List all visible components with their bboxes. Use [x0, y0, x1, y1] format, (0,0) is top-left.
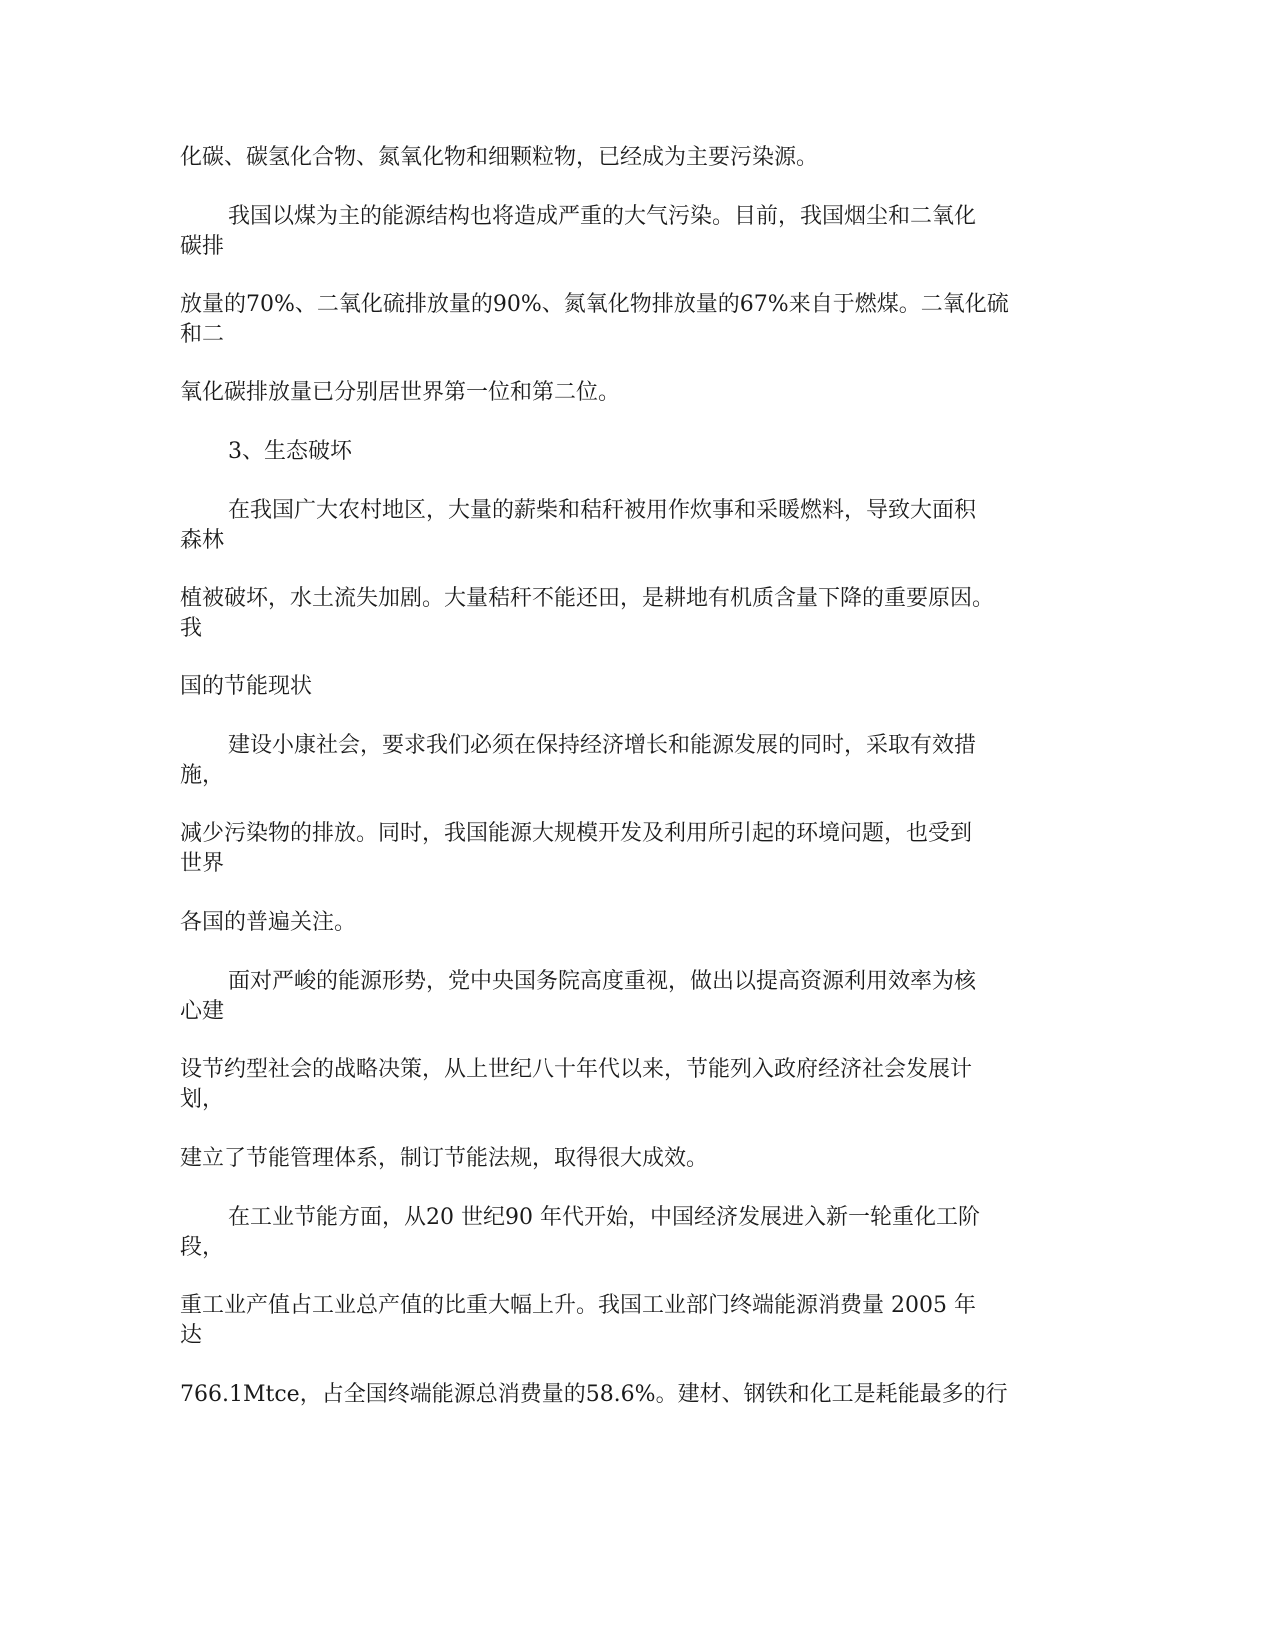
text-line: 国的节能现状 [180, 674, 313, 699]
paragraph-first-line: 在工业节能方面，从20 世纪90 年代开始，中国经济发展进入新一轮重化工阶 [228, 1205, 980, 1230]
text-line: 设节约型社会的战略决策，从上世纪八十年代以来，节能列入政府经济社会发展计 [180, 1057, 973, 1082]
text-line: 施， [180, 763, 225, 788]
text-line: 森林 [180, 528, 225, 553]
text-line: 我 [180, 616, 203, 641]
section-heading: 3、生态破坏 [228, 439, 352, 464]
paragraph-first-line: 面对严峻的能源形势，党中央国务院高度重视，做出以提高资源利用效率为核 [228, 969, 977, 994]
text-line: 建立了节能管理体系，制订节能法规，取得很大成效。 [180, 1146, 709, 1171]
paragraph-first-line: 建设小康社会，要求我们必须在保持经济增长和能源发展的同时，采取有效措 [228, 733, 977, 758]
text-line: 766.1Mtce，占全国终端能源总消费量的58.6%。建材、钢铁和化工是耗能最多的行 [180, 1382, 1008, 1407]
text-line: 世界 [180, 851, 225, 876]
paragraph-first-line: 我国以煤为主的能源结构也将造成严重的大气污染。目前，我国烟尘和二氧化 [228, 204, 977, 229]
text-line: 划， [180, 1087, 225, 1112]
text-line: 各国的普遍关注。 [180, 910, 357, 935]
text-line: 和二 [180, 322, 225, 347]
text-line: 化碳、碳氢化合物、氮氧化物和细颗粒物，已经成为主要污染源。 [180, 145, 819, 170]
text-line: 碳排 [180, 234, 225, 259]
text-line: 心建 [180, 999, 225, 1024]
text-line: 段， [180, 1235, 225, 1260]
text-line: 重工业产值占工业总产值的比重大幅上升。我国工业部门终端能源消费量 2005 年 [180, 1293, 976, 1318]
text-line: 植被破坏，水土流失加剧。大量秸秆不能还田，是耕地有机质含量下降的重要原因。 [180, 586, 995, 611]
text-line: 达 [180, 1323, 203, 1348]
text-line: 放量的70%、二氧化硫排放量的90%、氮氧化物排放量的67%来自于燃煤。二氧化硫 [180, 292, 1009, 317]
text-line: 减少污染物的排放。同时，我国能源大规模开发及利用所引起的环境问题，也受到 [180, 821, 973, 846]
text-line: 氧化碳排放量已分别居世界第一位和第二位。 [180, 380, 621, 405]
paragraph-first-line: 在我国广大农村地区，大量的薪柴和秸秆被用作炊事和采暖燃料，导致大面积 [228, 498, 977, 523]
